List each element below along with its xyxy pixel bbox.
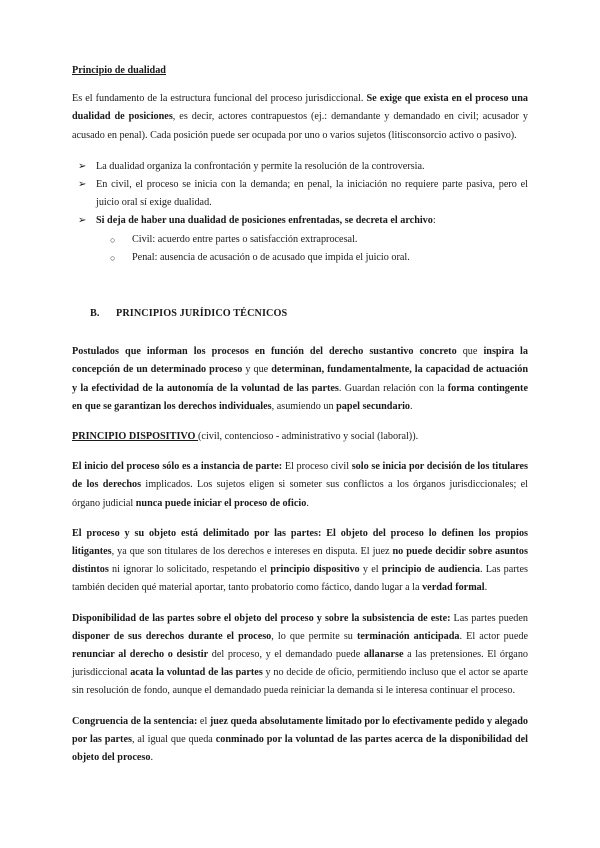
intro-text-2: Se exige que exista en el proceso una dualidad de posiciones <box>72 93 528 123</box>
bullet-text-bold: Si deja de haber una dualidad de posiciones enfrentadas, se decreta el archivo <box>96 215 433 227</box>
intro-text-1: Es el fundamento de la estructura funcional del proceso jurisdiccional. <box>72 93 367 105</box>
circle-bullet-icon: ○ <box>110 234 116 245</box>
list-item <box>78 158 528 176</box>
text-run: , al igual que queda <box>131 733 216 745</box>
bold-text-run: Congruencia de la sentencia: <box>72 715 198 727</box>
text-run: implicados. Los sujetos eligen si someter sus conflictos a los órganos jurisdiccionales; el órgano judicial <box>72 479 528 509</box>
text-run: que <box>456 346 484 358</box>
text-run: del proceso, y el demandado puede <box>208 649 364 661</box>
intro-paragraph <box>72 90 528 145</box>
document-page <box>72 62 528 767</box>
text-run: y que <box>242 364 272 376</box>
bold-text-run: juez queda absolutamente limitado por lo efectivamente pedido y alegado por las partes <box>72 715 529 745</box>
text-run: . <box>306 497 309 509</box>
section-b-title: PRINCIPIOS JURÍDICO TÉCNICOS <box>116 308 288 320</box>
text-run: , ya que son titulares de los derechos e intereses en disputa. El juez <box>111 546 393 558</box>
sub-list-item <box>96 249 528 267</box>
text-run: . <box>484 582 488 594</box>
bullet-text: En civil, el proceso se inicia con la demanda; en penal, la iniciación no requiere parte pasiva, pero el juicio oral sí exige dualidad. <box>96 179 528 209</box>
bold-text-run: inspira la concepción de un determinado proceso <box>72 346 528 376</box>
text-run: el <box>197 715 210 727</box>
section-b-heading <box>72 305 528 323</box>
bold-text-run: Disponibilidad de las partes sobre el objeto del proceso y sobre la subsistencia de este: <box>72 612 451 624</box>
arrow-bullet-icon: ➢ <box>78 160 87 172</box>
text-run: , lo que permite su <box>271 630 357 642</box>
bold-text-run: principio dispositivo <box>270 564 360 576</box>
arrow-bullet-icon: ➢ <box>78 215 87 227</box>
bullet-text: La dualidad organiza la confrontación y permite la resolución de la controversia. <box>96 160 425 172</box>
sub-list-item <box>96 231 528 249</box>
sub-bullet-list <box>96 231 528 267</box>
body-paragraphs <box>72 343 528 767</box>
text-run: . <box>410 400 413 412</box>
text-run: a las pretensiones. El órgano jurisdiccional <box>72 649 529 679</box>
bold-text-run: Postulados que informan los procesos en función del derecho sustantivo concreto <box>72 346 457 358</box>
list-item <box>78 212 528 267</box>
text-run: . <box>150 752 154 764</box>
bold-text-run: El inicio del proceso sólo es a instancia de parte: <box>72 461 283 473</box>
text-run: (civil, contencioso - administrativo y social (laboral)). <box>198 431 419 443</box>
bold-text-run: verdad formal <box>422 582 485 594</box>
list-item <box>78 176 528 212</box>
body-paragraph <box>72 458 528 513</box>
body-paragraph <box>72 428 528 446</box>
bold-text-run: nunca puede iniciar el proceso de oficio <box>135 497 307 509</box>
bold-text-run: allanarse <box>363 649 404 661</box>
bold-text-run: solo se inicia por decisión de los titulares de los derechos <box>72 461 528 491</box>
bold-text-run: renunciar al derecho o desistir <box>72 649 209 661</box>
bold-text-run: PRINCIPIO DISPOSITIVO <box>72 431 199 443</box>
bold-text-run: acata la voluntad de las partes <box>130 667 263 679</box>
intro-text-3: , es decir, actores contrapuestos (ej.: demandante y demandado en civil; acusador y acusado en penal). Cada posición puede ser ocupada por uno o varios sujetos (litisconsorcio activo o pasivo). <box>72 111 528 141</box>
bullet-list <box>72 158 528 267</box>
bold-text-run: El objeto del proceso lo definen los propios litigantes <box>72 527 529 558</box>
body-paragraph <box>72 343 528 416</box>
section-title <box>72 62 528 80</box>
section-b-letter: B. <box>90 308 100 320</box>
section-title-text: Principio de dualidad <box>72 65 166 76</box>
text-run: , asumiendo un <box>271 400 337 412</box>
text-run: ni ignorar lo solicitado, respetando el <box>108 564 271 576</box>
circle-bullet-icon: ○ <box>110 252 116 263</box>
bold-text-run: disponer de sus derechos durante el proceso <box>72 630 272 642</box>
bold-text-run: conminado por la voluntad de las partes acerca de la disponibilidad del objeto del proceso <box>72 733 528 764</box>
body-paragraph <box>72 610 528 701</box>
sub-bullet-text: Civil: acuerdo entre partes o satisfacción extraprocesal. <box>132 233 358 245</box>
text-run: El proceso civil <box>282 461 352 473</box>
bold-text-run: El proceso y su objeto está delimitado por las partes: <box>72 527 322 539</box>
bold-text-run: terminación anticipada <box>356 630 460 642</box>
bold-text-run: principio de audiencia <box>381 564 480 576</box>
text-run: y el <box>359 564 382 576</box>
text-run: Las partes pueden <box>450 612 529 624</box>
text-run: y no decide de oficio, permitiendo incluso que el actor se aparte sin resolución de fondo, aunque el demandado pueda reiniciar la demanda si le interesa continuar el proceso. <box>72 667 529 697</box>
body-paragraph <box>72 713 528 768</box>
bold-text-run: papel secundario <box>336 400 411 412</box>
text-run: . Las partes también deciden qué material aportar, tanto probatorio como fáctico, dando lugar a la <box>72 564 528 594</box>
text-run: . Guardan relación con la <box>338 382 448 394</box>
bullet-text-tail: : <box>432 215 436 227</box>
arrow-bullet-icon: ➢ <box>78 179 87 191</box>
sub-bullet-text: Penal: ausencia de acusación o de acusado que impida el juicio oral. <box>132 251 410 263</box>
body-paragraph <box>72 525 528 598</box>
text-run: . El actor puede <box>459 630 528 642</box>
bold-text-run: no puede decidir sobre asuntos distintos <box>72 546 528 576</box>
bold-text-run: determinan, fundamentalmente, la capacidad de actuación y la efectividad de la autonomía de la voluntad de las partes <box>72 364 528 394</box>
bold-text-run: forma contingente en que se garantizan los derechos individuales <box>72 382 528 412</box>
